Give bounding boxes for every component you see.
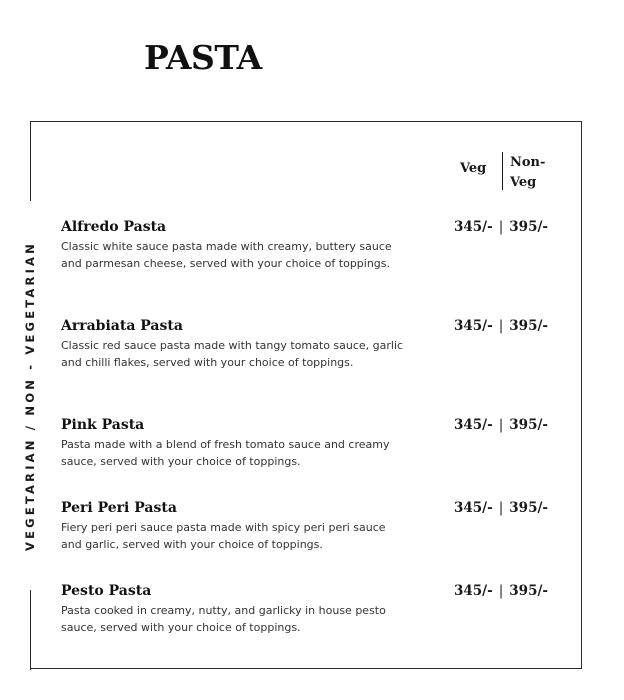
veg-price: 345/- — [454, 500, 493, 516]
page-title: PASTA — [144, 38, 262, 77]
item-description: Classic white sauce pasta made with creamy, buttery sauce and parmesan cheese, served with your choice of toppings. — [61, 240, 392, 270]
item-name: Alfredo Pasta — [61, 219, 167, 235]
price-separator: | — [498, 318, 504, 334]
nonveg-price: 395/- — [509, 583, 548, 599]
item-prices — [454, 500, 548, 516]
frame-left-border-bottom — [30, 590, 31, 670]
item-prices — [454, 219, 548, 235]
item-prices — [454, 318, 548, 334]
side-category-label: VEGETARIAN / NON - VEGETARIAN — [23, 241, 37, 551]
menu-item-pink — [61, 417, 581, 470]
item-description: Pasta made with a blend of fresh tomato sauce and creamy sauce, served with your choice of toppings. — [61, 438, 390, 468]
item-name: Pesto Pasta — [61, 583, 152, 599]
veg-price: 345/- — [454, 318, 493, 334]
menu-item-arrabiata — [61, 318, 581, 371]
nonveg-price: 395/- — [509, 500, 548, 516]
nonveg-column-header — [510, 153, 545, 193]
frame-left-border-top — [30, 121, 31, 201]
nonveg-price: 395/- — [509, 318, 548, 334]
item-description: Classic red sauce pasta made with tangy tomato sauce, garlic and chilli flakes, served with your choice of toppings. — [61, 339, 404, 369]
veg-price: 345/- — [454, 219, 493, 235]
item-description: Pasta cooked in creamy, nutty, and garlicky in house pesto sauce, served with your choice of toppings. — [61, 604, 386, 634]
item-prices — [454, 417, 548, 433]
nonveg-price: 395/- — [509, 417, 548, 433]
veg-column-header: Veg — [460, 161, 487, 176]
column-header-divider — [502, 152, 503, 190]
price-separator: | — [498, 219, 504, 235]
item-name: Pink Pasta — [61, 417, 145, 433]
menu-item-pesto — [61, 583, 581, 636]
veg-price: 345/- — [454, 417, 493, 433]
price-separator: | — [498, 500, 504, 516]
nonveg-header-line2: Veg — [510, 175, 537, 190]
price-separator: | — [498, 417, 504, 433]
veg-price: 345/- — [454, 583, 493, 599]
item-name: Peri Peri Pasta — [61, 500, 177, 516]
menu-item-alfredo — [61, 219, 581, 272]
nonveg-header-line1: Non- — [510, 155, 546, 170]
price-separator: | — [498, 583, 504, 599]
item-prices — [454, 583, 548, 599]
menu-item-peri-peri — [61, 500, 581, 553]
nonveg-price: 395/- — [509, 219, 548, 235]
item-name: Arrabiata Pasta — [61, 318, 183, 334]
item-description: Fiery peri peri sauce pasta made with spicy peri peri sauce and garlic, served with your choice of toppings. — [61, 521, 386, 551]
